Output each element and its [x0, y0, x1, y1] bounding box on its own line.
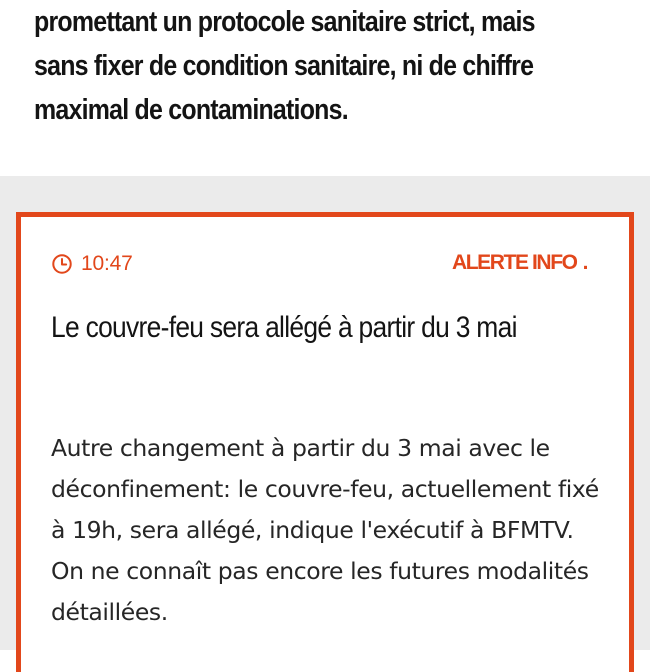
- alert-time: 10:47: [81, 252, 133, 275]
- alert-body: Autre changement à partir du 3 mai avec le déconfinement: le couvre-feu, actuellement fixé à 19h, sera allégé, indique l'exécutif à BFMTV. On ne connaît pas encore les futures modalités détaillées.: [51, 434, 599, 626]
- article-paragraph: promettant un protocole sanitaire strict, mais sans fixer de condition sanitaire, ni de chiffre maximal de contaminations.: [34, 6, 535, 126]
- alert-badge: [452, 251, 587, 275]
- alert-card[interactable]: [16, 212, 634, 672]
- alert-timestamp: [51, 249, 133, 279]
- alert-badge-label: ALERTE INFO: [451, 251, 577, 274]
- alert-badge-dot: .: [582, 251, 587, 274]
- clock-icon: [51, 253, 73, 275]
- article-intro: [0, 0, 650, 176]
- alert-headline[interactable]: Le couvre-feu sera allégé à partir du 3 mai: [51, 311, 517, 344]
